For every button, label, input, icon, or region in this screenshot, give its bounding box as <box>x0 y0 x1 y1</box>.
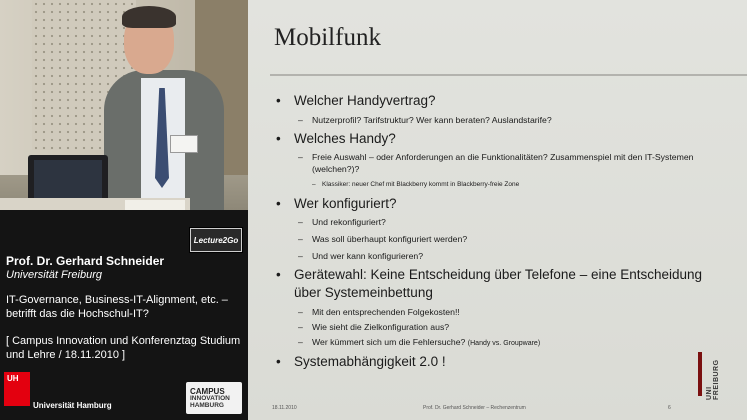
dash-icon: – <box>298 217 303 227</box>
speaker-affiliation: Universität Freiburg <box>6 269 102 281</box>
paper-sheet <box>125 200 185 210</box>
bullet-4 <box>276 266 716 302</box>
sub-bullet-text: Wer kümmert sich um die Fehlersuche? <box>312 337 466 347</box>
bullet-text: Welcher Handyvertrag? <box>294 93 436 108</box>
speaker-name: Prof. Dr. Gerhard Schneider <box>6 254 165 268</box>
bullet-3 <box>276 196 397 211</box>
sub-bullet-text: Wie sieht die Zielkonfiguration aus? <box>312 322 450 332</box>
dash-icon: – <box>298 307 303 317</box>
sub-bullet-text: Was soll überhaupt konfiguriert werden? <box>312 234 468 244</box>
sub-bullet-text: Mit den entsprechenden Folgekosten!! <box>312 307 460 317</box>
sub-bullet <box>298 217 386 227</box>
dash-icon: – <box>298 115 303 125</box>
bullet-2 <box>276 131 396 146</box>
campus-logo-line2: INNOVATION <box>190 394 230 402</box>
sub-bullet <box>298 337 540 347</box>
dash-icon: – <box>312 181 316 188</box>
bullet-icon: • <box>276 354 281 369</box>
presentation-slide <box>248 0 747 420</box>
sub-sub-bullet-text: Klassiker: neuer Chef mit Blackberry kommt in Blackberry-freie Zone <box>322 181 520 188</box>
dash-icon: – <box>298 234 303 244</box>
speaker-hair <box>122 6 176 28</box>
slide-title: Mobilfunk <box>274 24 381 51</box>
sub-bullet <box>298 234 467 244</box>
bullet-icon: • <box>276 196 281 211</box>
sub-bullet-text: Freie Auswahl – oder Anforderungen an die Funktionalitäten? Zusammenspiel mit den IT-Systemen (welchen?)? <box>312 152 694 174</box>
bullet-text: Welches Handy? <box>294 131 396 146</box>
lecture2go-logo[interactable]: Lecture2Go <box>190 228 242 252</box>
talk-title: IT-Governance, Business-IT-Alignment, etc. – betrifft das die Hochschul-IT? <box>6 294 228 320</box>
sub-bullet-note: (Handy vs. Groupware) <box>467 340 541 347</box>
dash-icon: – <box>298 251 303 261</box>
bullet-icon: • <box>276 93 281 108</box>
bullet-text: Wer konfiguriert? <box>294 196 397 211</box>
campus-logo-line1: CAMPUS <box>190 386 225 396</box>
speaker-video <box>0 0 248 210</box>
sub-sub-bullet <box>312 181 519 188</box>
slide-footer-author: Prof. Dr. Gerhard Schneider – Rechenzentrum <box>423 405 526 411</box>
sub-bullet <box>298 307 460 317</box>
sub-bullet-text: Und wer kann konfigurieren? <box>312 251 424 261</box>
bullet-5 <box>276 354 446 369</box>
sub-bullet <box>298 251 423 261</box>
uhh-name: Universität Hamburg <box>33 401 112 410</box>
freiburg-logo-text: UNI FREIBURG <box>706 359 720 400</box>
sub-bullet <box>298 322 449 332</box>
sub-bullet-text: Und rekonfiguriert? <box>312 217 386 227</box>
freiburg-logo-mark <box>698 352 702 396</box>
dash-icon: – <box>298 152 303 162</box>
name-badge <box>170 135 198 153</box>
dash-icon: – <box>298 337 303 347</box>
slide-page-number: 6 <box>668 405 671 411</box>
uhh-logo-icon: UH <box>4 372 30 406</box>
slide-footer-date: 18.11.2010 <box>272 405 297 411</box>
uni-freiburg-logo <box>688 352 728 400</box>
bullet-text: Gerätewahl: Keine Entscheidung über Telefone – eine Entscheidung über Systemeinbettung <box>294 267 703 300</box>
sub-bullet <box>298 152 698 175</box>
campus-logo-line3: HAMBURG <box>190 401 224 409</box>
bullet-icon: • <box>276 131 281 146</box>
event-info: [ Campus Innovation und Konferenztag Studium und Lehre / 18.11.2010 ] <box>6 335 241 361</box>
lecture-info-panel <box>0 210 248 420</box>
title-divider <box>270 74 747 76</box>
dash-icon: – <box>298 322 303 332</box>
campus-innovation-logo <box>186 382 242 414</box>
bullet-1 <box>276 93 436 108</box>
bullet-icon: • <box>276 267 281 282</box>
bullet-text: Systemabhängigkeit 2.0 ! <box>294 354 446 369</box>
sub-bullet-text: Nutzerprofil? Tarifstruktur? Wer kann beraten? Auslandstarife? <box>312 115 552 125</box>
sub-bullet <box>298 115 552 125</box>
